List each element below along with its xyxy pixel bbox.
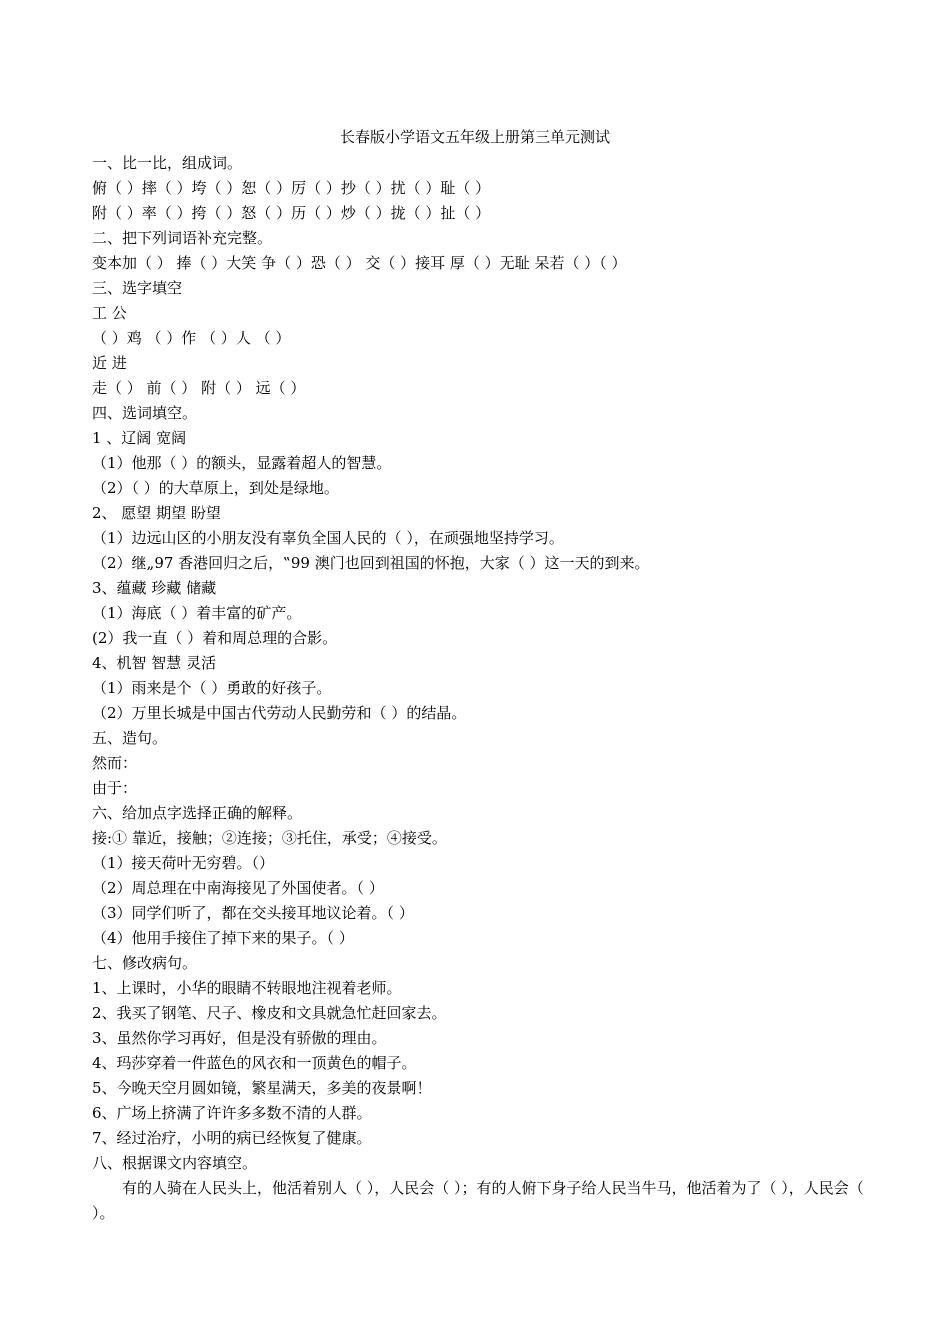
text-line: （2）万里长城是中国古代劳动人民勤劳和（ ）的结晶。	[92, 704, 467, 722]
text-line: 1、上课时，小华的眼睛不转眼地注视着老师。	[92, 979, 402, 997]
text-line: （1）接天荷叶无穷碧。（）	[92, 854, 275, 872]
text-line: （2）继„97 香港回归之后，‟99 澳门也回到祖国的怀抱，大家（ ）这一天的到来。	[92, 554, 650, 572]
text-line: （1）雨来是个（ ）勇敢的好孩子。	[92, 679, 332, 697]
text-line: 一、比一比，组成词。	[92, 154, 243, 172]
text-line: 二、把下列词语补充完整。	[92, 229, 273, 247]
text-line: 近 进	[92, 354, 127, 372]
text-line: 4、玛莎穿着一件蓝色的风衣和一顶黄色的帽子。	[92, 1054, 417, 1072]
text-line: 然而：	[92, 754, 138, 772]
text-line: 3、蕴藏 珍藏 储藏	[92, 579, 217, 597]
document-body	[92, 151, 872, 1226]
text-line: 3、虽然你学习再好，但是没有骄傲的理由。	[92, 1029, 387, 1047]
text-line: （4）他用手接住了掉下来的果子。（ ）	[92, 929, 354, 947]
text-line: （3）同学们听了，都在交头接耳地议论着。（ ）	[92, 904, 414, 922]
text-line: 八、根据课文内容填空。	[92, 1154, 258, 1172]
text-line: 工 公	[92, 304, 127, 322]
text-line: 附（ ）率（ ）挎（ ）怒（ ）历（ ）炒（ ）拢（ ）扯（ ）	[92, 204, 491, 222]
text-line: 1 、辽阔 宽阔	[92, 429, 187, 447]
text-line: 4、机智 智慧 灵活	[92, 654, 217, 672]
document-title: 长春版小学语文五年级上册第三单元测试	[339, 128, 610, 146]
text-line: 三、选字填空	[92, 279, 183, 297]
text-line: 四、选词填空。	[92, 404, 198, 422]
text-line: 七、修改病句。	[92, 954, 198, 972]
text-line: 2、我买了钢笔、尺子、橡皮和文具就急忙赶回家去。	[92, 1004, 447, 1022]
text-line: 变本加（ ） 捧（ ）大笑 争（ ）恐（ ） 交（ ）接耳 厚（ ）无耻 呆若（ ）（ ）	[92, 254, 627, 272]
text-line: 2、 愿望 期望 盼望	[92, 504, 221, 522]
text-line: （2）周总理在中南海接见了外国使者。（ ）	[92, 879, 384, 897]
text-line: （1）海底（ ）着丰富的矿产。	[92, 604, 302, 622]
text-line: 五、造句。	[92, 729, 168, 747]
text-line: 六、给加点字选择正确的解释。	[92, 804, 303, 822]
text-line: 俯（ ）摔（ ）垮（ ）恕（ ）厉（ ）抄（ ）扰（ ）耻（ ）	[92, 179, 491, 197]
text-line: (2）我一直（ ）着和周总理的合影。	[92, 629, 338, 647]
text-line: 5、今晚天空月圆如镜，繁星满天，多美的夜景啊！	[92, 1079, 432, 1097]
text-line: 接:① 靠近，接触；②连接；③托住，承受；④接受。	[92, 829, 447, 847]
final-paragraph: 有的人骑在人民头上，他活着别人（ ），人民会（ ）；有的人俯下身子给人民当牛马，他活着为了（ ），人民会（ ）。	[92, 1179, 864, 1222]
text-line: 走（ ） 前（ ） 附（ ） 远（ ）	[92, 379, 306, 397]
text-line: （1）他那（ ）的额头，显露着超人的智慧。	[92, 454, 392, 472]
text-line: （1）边远山区的小朋友没有辜负全国人民的（ ），在顽强地坚持学习。	[92, 529, 564, 547]
text-line: 6、广场上挤满了许许多多数不清的人群。	[92, 1104, 372, 1122]
text-line: （ ）鸡 （ ）作 （ ）人 （ ）	[92, 329, 291, 347]
text-line: 7、经过治疗，小明的病已经恢复了健康。	[92, 1129, 372, 1147]
text-line: 由于：	[92, 779, 138, 797]
text-line: （2）（ ）的大草原上，到处是绿地。	[92, 479, 339, 497]
